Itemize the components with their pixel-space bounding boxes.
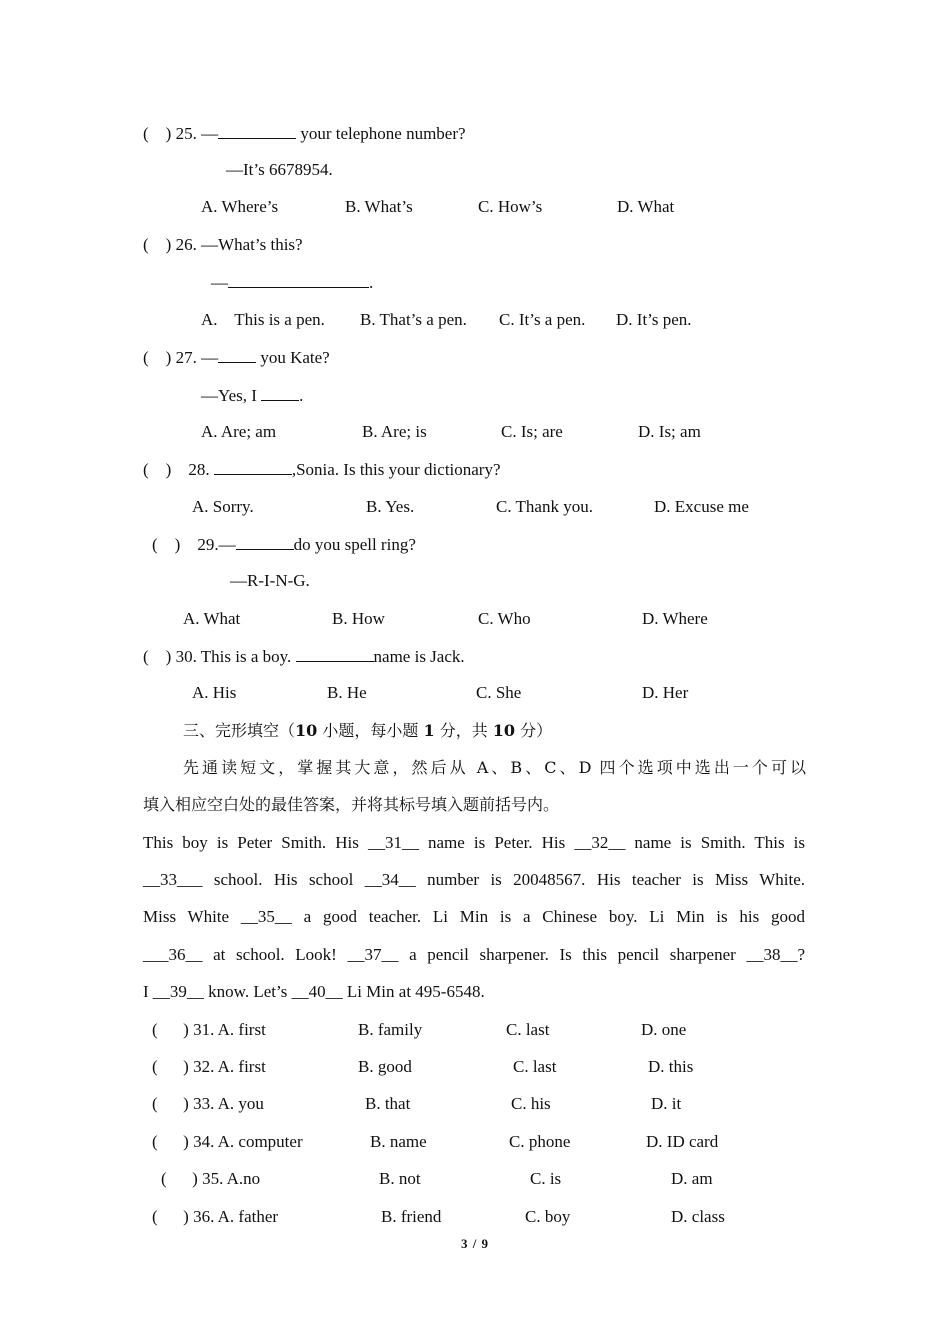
option-d: D. Excuse me [654,497,749,516]
blank [296,646,374,662]
option-d: D. Her [642,683,689,702]
option-c: C. Who [478,609,531,628]
answer-text: — [211,273,228,292]
cloze-31 [152,1020,266,1040]
heading-text: 小题，每小题 [317,721,424,740]
option-a: 35. A.no [202,1169,261,1188]
question-29-answer: —R-I-N-G. [230,571,310,590]
answer-bracket[interactable]: ( ) [143,647,172,666]
option-c: C. It’s a pen. [499,310,586,329]
blank [261,385,299,401]
option-b: B. Are; is [362,422,427,441]
option-b: B. friend [381,1207,442,1226]
option-d: D. What [617,197,675,216]
cloze-34 [152,1132,303,1152]
heading-number: 1 [423,721,435,740]
stem-text: 28. [188,460,214,479]
option-c: C. phone [509,1132,571,1151]
stem-text: 27. — [175,348,219,367]
option-c: C. last [513,1057,557,1076]
answer-bracket[interactable]: ( ) [152,1132,189,1151]
question-27-answer [201,385,303,406]
option-b: B. How [332,609,385,628]
option-d: D. ID card [646,1132,719,1151]
question-29-stem [152,534,416,555]
answer-bracket[interactable]: ( ) [152,1094,189,1113]
option-d: D. am [671,1169,713,1188]
stem-text: your telephone number? [296,124,466,143]
option-a: 32. A. first [193,1057,266,1076]
option-c: C. She [476,683,522,702]
answer-bracket[interactable]: ( ) [161,1169,198,1188]
instructions-line-2: 填入相应空白处的最佳答案，并将其标号填入题前括号内。 [143,795,560,814]
option-a: A. What [183,609,241,628]
cloze-32 [152,1057,266,1077]
option-d: D. Is; am [638,422,701,441]
option-b: B. that [365,1094,411,1113]
heading-number: 10 [295,721,318,740]
answer-text: —Yes, I [201,386,262,405]
answer-bracket[interactable]: ( ) [143,460,172,479]
option-b: B. family [358,1020,423,1039]
heading-text: 分，共 [434,721,493,740]
option-d: D. it [651,1094,682,1113]
option-a: A. Are; am [201,422,277,441]
question-27-stem [143,347,330,368]
heading-number: 10 [492,721,516,740]
option-d: D. It’s pen. [616,310,692,329]
option-d: D. one [641,1020,687,1039]
question-26-answer [211,272,373,293]
option-a: A. This is a pen. [201,310,325,329]
option-b: B. Yes. [366,497,415,516]
stem-text: ,Sonia. Is this your dictionary? [291,460,501,479]
option-c: C. is [530,1169,562,1188]
section-heading [183,721,552,741]
option-d: D. this [648,1057,694,1076]
answer-bracket[interactable]: ( ) [152,1020,189,1039]
instructions-line-1: 先通读短文，掌握其大意，然后从 A、B、C、D 四个选项中选出一个可以 [183,758,806,777]
page-number: 3 / 9 [460,1236,490,1251]
option-c: C. Thank you. [496,497,593,516]
passage-line: Miss White __35__ a good teacher. Li Min is a Chinese boy. Li Min is his good [143,907,805,926]
blank [218,347,256,363]
blank [228,272,369,288]
stem-text: do you spell ring? [293,535,416,554]
answer-bracket[interactable]: ( ) [152,1057,189,1076]
option-a: 34. A. computer [193,1132,303,1151]
stem-text: 30. This is a boy. [175,647,296,666]
cloze-36 [152,1207,278,1227]
answer-bracket[interactable]: ( ) [152,1207,189,1226]
option-b: B. not [379,1169,421,1188]
option-c: C. his [511,1094,551,1113]
answer-bracket[interactable]: ( ) [143,235,172,254]
heading-text: 分） [515,721,553,740]
option-a: 31. A. first [193,1020,266,1039]
cloze-35 [161,1169,260,1189]
stem-text: 25. — [175,124,219,143]
option-c: C. Is; are [501,422,563,441]
question-25-answer: —It’s 6678954. [226,160,333,179]
option-d: D. class [671,1207,725,1226]
blank [214,459,292,475]
stem-text: name is Jack. [373,647,465,666]
option-b: B. What’s [345,197,413,216]
answer-bracket[interactable]: ( ) [152,535,181,554]
option-a: A. His [192,683,237,702]
option-a: A. Where’s [201,197,279,216]
option-c: C. boy [525,1207,571,1226]
stem-text: 26. —What’s this? [175,235,303,254]
stem-text: you Kate? [256,348,330,367]
option-d: D. Where [642,609,708,628]
blank [218,123,296,139]
blank [236,534,294,550]
question-28-stem [143,459,501,480]
option-b: B. good [358,1057,412,1076]
option-b: B. name [370,1132,427,1151]
passage-line: I __39__ know. Let’s __40__ Li Min at 495-6548. [143,982,485,1001]
option-b: B. That’s a pen. [360,310,467,329]
option-b: B. He [327,683,367,702]
answer-text: . [299,386,304,405]
option-a: 36. A. father [193,1207,279,1226]
passage-line: __33___ school. His school __34__ number is 20048567. His teacher is Miss White. [143,870,805,889]
option-c: C. last [506,1020,550,1039]
passage-line: This boy is Peter Smith. His __31__ name is Peter. His __32__ name is Smith. This is [143,833,805,852]
option-c: C. How’s [478,197,543,216]
question-30-stem [143,646,465,667]
stem-text: 29.— [197,535,236,554]
answer-bracket[interactable]: ( ) [143,348,172,367]
cloze-33 [152,1094,264,1114]
passage-line: ___36__ at school. Look! __37__ a pencil sharpener. Is this pencil sharpener __38__? [143,945,805,964]
option-a: A. Sorry. [192,497,254,516]
question-26-stem [143,235,303,255]
question-25-stem [143,123,466,144]
option-a: 33. A. you [193,1094,264,1113]
heading-text: 三、完形填空（ [183,721,296,740]
answer-text: . [369,273,374,292]
answer-bracket[interactable]: ( ) [143,124,172,143]
